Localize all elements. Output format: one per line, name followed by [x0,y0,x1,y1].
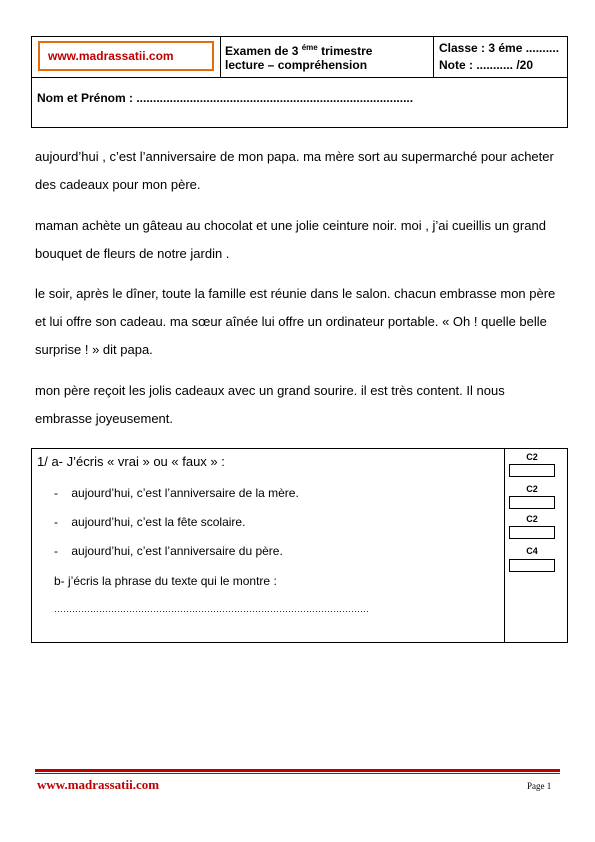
column-divider [504,449,505,642]
paragraph-4: mon père reçoit les jolis cadeaux avec un grand sourire. il est très content. Il nous embrasse joyeusement. [35,383,505,426]
paragraph-2: maman achète un gâteau au chocolat et une jolie ceinture noir. moi , j’ai cueillis un grand bouquet de fleurs de notre jardin . [35,218,546,261]
score-box[interactable] [509,496,555,509]
competence-code: C4 [526,546,538,556]
paragraph-3: le soir, après le dîner, toute la famille est réunie dans le salon. chacun embrasse mon père et lui offre son cadeau. ma sœur aînée lui offre un ordinateur portable. « Oh ! quelle belle surprise ! » dit papa. [35,286,556,357]
exam-subject: lecture – compréhension [225,58,368,72]
footer-site: www.madrassatii.com [37,777,160,792]
question-b: b- j’écris la phrase du texte qui le montre : [54,574,277,588]
class-label: Classe : 3 éme .......... [439,41,560,55]
score-box[interactable] [509,464,555,477]
header-top-row [32,37,567,78]
question-box [31,448,568,643]
paragraph-1: aujourd’hui , c’est l’anniversaire de mon papa. ma mère sort au supermarché pour acheter des cadeaux pour mon père. [35,149,554,192]
competence-code: C2 [526,452,538,462]
page-number: Page 1 [527,781,552,791]
site-label: www.madrassatii.com [38,41,214,71]
note-label: Note : ........... /20 [439,58,534,72]
list-item: - aujourd’hui, c’est la fête scolaire. [54,515,246,529]
name-field-label: Nom et Prénom : ................................................................................... [37,91,414,105]
list-item: - aujourd’hui, c’est l’anniversaire de la mère. [54,486,299,500]
score-box[interactable] [509,526,555,539]
competence-code: C2 [526,514,538,524]
question-title: 1/ a- J’écris « vrai » ou « faux » : [37,454,225,469]
exam-title: Examen de 3 $^{éme}$ trimestre [225,43,373,58]
footer-rule [35,769,560,772]
score-box[interactable] [509,559,555,572]
header-site-cell [32,37,221,77]
exam-header [31,36,568,128]
footer-rule-thin [35,773,560,774]
header-exam-cell [220,37,434,77]
competence-code: C2 [526,484,538,494]
answer-line[interactable]: …………………………………………………………………………………………… [54,604,369,614]
list-item: - aujourd’hui, c’est l’anniversaire du père. [54,544,283,558]
